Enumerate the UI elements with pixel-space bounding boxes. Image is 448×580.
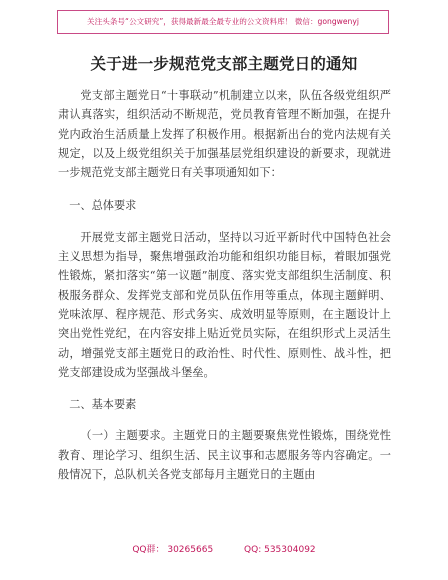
intro-paragraph: 党支部主题党日“十事联动”机制建立以来，队伍各级党组织严肃认真落实，组织活动不断规范，党员教育管理不断加强，在提升党内政治生活质量上发挥了积极作用。根据新出台的党内法规有关规定，以及上级党组织关于加强基层党组织建设的新要求，现就进一步规范党支部主题党日有关事项通知如下：: [58, 89, 391, 180]
section-heading-elements: 二、基本要素: [69, 398, 137, 412]
document-body: [58, 86, 391, 484]
document-title: 关于进一步规范党支部主题党日的通知: [90, 55, 358, 73]
footer-qq: QQ: 535304092: [244, 545, 316, 555]
footer-contact: [0, 542, 448, 555]
header-banner: 关注头条号“公文研究”，获得最新最全最专业的公文资料库！ 微信：gongwenyj: [57, 10, 389, 34]
footer-qq-group: QQ群： 30265665: [132, 545, 214, 555]
section-text-general: 开展党支部主题党日活动，坚持以习近平新时代中国特色社会主义思想为指导，聚焦增强政治功能和组织功能目标，着眼加强党性锻炼，紧扣落实“第一议题”制度、落实党支部组织生活制度、积极服务群众、发挥党支部和党员队伍作用等重点，体现主题鲜明、党味浓厚、程序规范、形式务实、成效明显等原则，在主题设计上突出党性党纪，在内容安排上贴近党员实际，在组织形式上灵活生动，增强党支部主题党日的政治性、时代性、原则性、战斗性，把党支部建设成为坚强战斗堡垒。: [58, 230, 391, 379]
section-heading-general: 一、总体要求: [69, 199, 137, 213]
section-text-elements: （一）主题要求。主题党日的主题要聚焦党性锻炼，围绕党性教育、理论学习、组织生活、民主议事和志愿服务等内容确定。一般情况下，总队机关各党支部每月主题党日的主题由: [58, 429, 391, 482]
